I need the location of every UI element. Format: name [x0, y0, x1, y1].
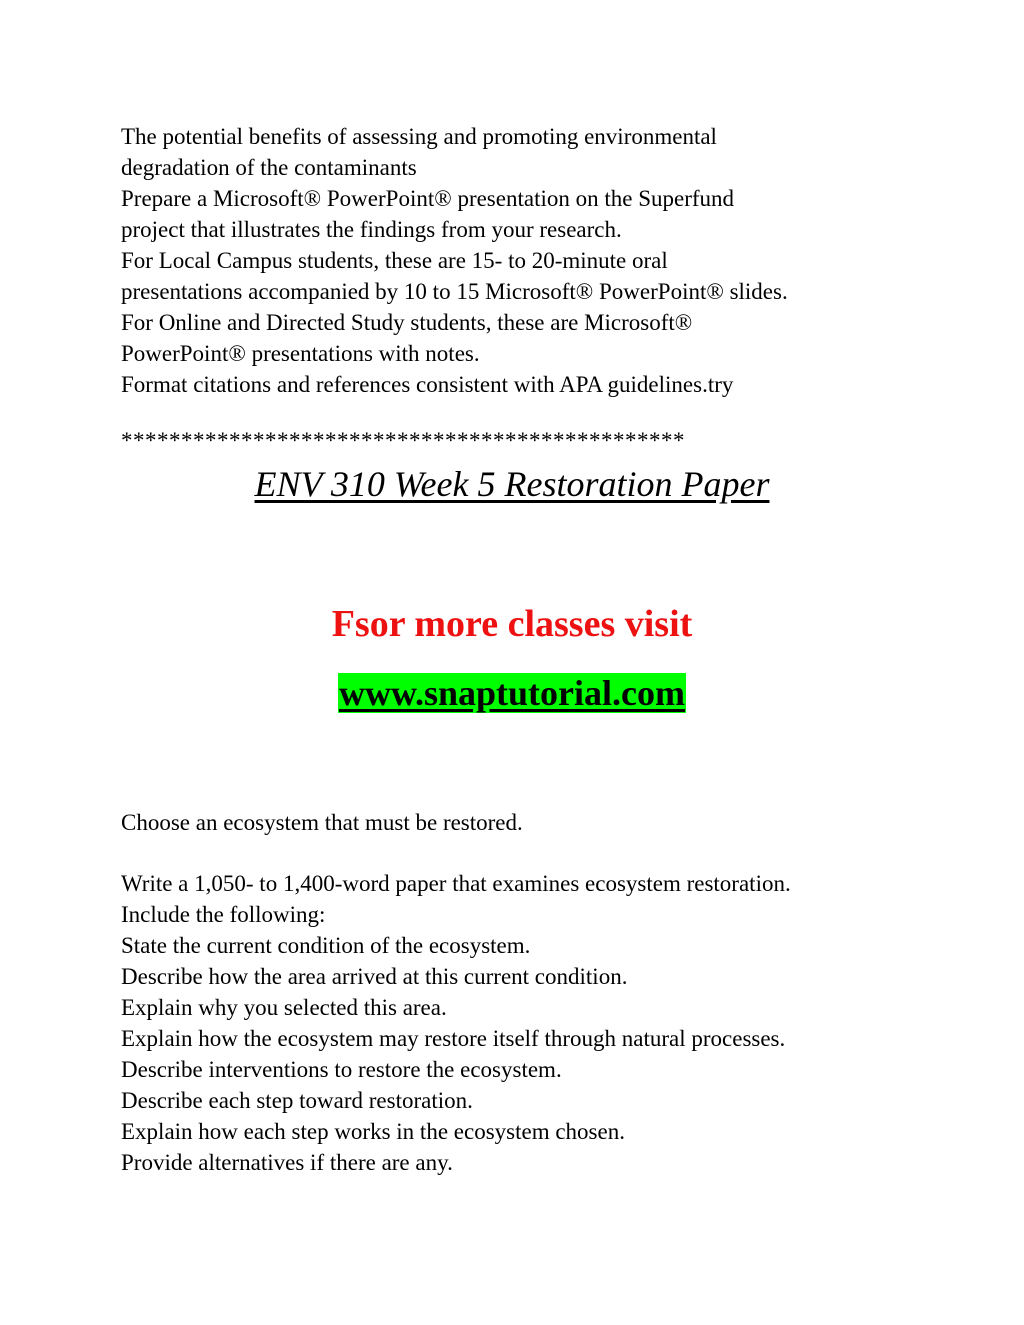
- text-line: Explain why you selected this area.: [121, 995, 447, 1020]
- title-text: ENV 310 Week 5 Restoration Paper: [254, 464, 770, 504]
- text-line: presentations accompanied by 10 to 15 Microsoft® PowerPoint® slides.: [121, 279, 788, 304]
- text-line: project that illustrates the findings from your research.: [121, 217, 622, 242]
- text-line: Explain how the ecosystem may restore itself through natural processes.: [121, 1026, 786, 1051]
- text-line: State the current condition of the ecosystem.: [121, 933, 531, 958]
- text-line: For Local Campus students, these are 15- to 20-minute oral: [121, 248, 668, 273]
- text-line: Prepare a Microsoft® PowerPoint® presentation on the Superfund: [121, 186, 735, 211]
- text-line: degradation of the contaminants: [121, 155, 417, 180]
- text-line: Include the following:: [121, 902, 326, 927]
- page-title: [0, 462, 1024, 506]
- text-line: Explain how each step works in the ecosystem chosen.: [121, 1119, 625, 1144]
- text-line: For Online and Directed Study students, these are Microsoft®: [121, 310, 693, 335]
- text-line: Describe each step toward restoration.: [121, 1088, 473, 1113]
- intro-sentence: Choose an ecosystem that must be restored.: [121, 810, 523, 835]
- separator-line: ***********************************************: [121, 428, 685, 453]
- text-line: Describe interventions to restore the ecosystem.: [121, 1057, 562, 1082]
- text-line: Format citations and references consistent with APA guidelines.try: [121, 372, 734, 397]
- instructions-paragraph: [121, 121, 921, 400]
- assignment-list: [121, 868, 921, 1178]
- text-line: Describe how the area arrived at this current condition.: [121, 964, 628, 989]
- text-line: PowerPoint® presentations with notes.: [121, 341, 480, 366]
- promo-heading: Fsor more classes visit: [331, 603, 693, 645]
- text-line: Write a 1,050- to 1,400-word paper that examines ecosystem restoration.: [121, 871, 791, 896]
- website-link[interactable]: www.snaptutorial.com: [338, 673, 685, 713]
- text-line: The potential benefits of assessing and promoting environmental: [121, 124, 717, 149]
- website-row: [0, 670, 1024, 716]
- text-line: Provide alternatives if there are any.: [121, 1150, 453, 1175]
